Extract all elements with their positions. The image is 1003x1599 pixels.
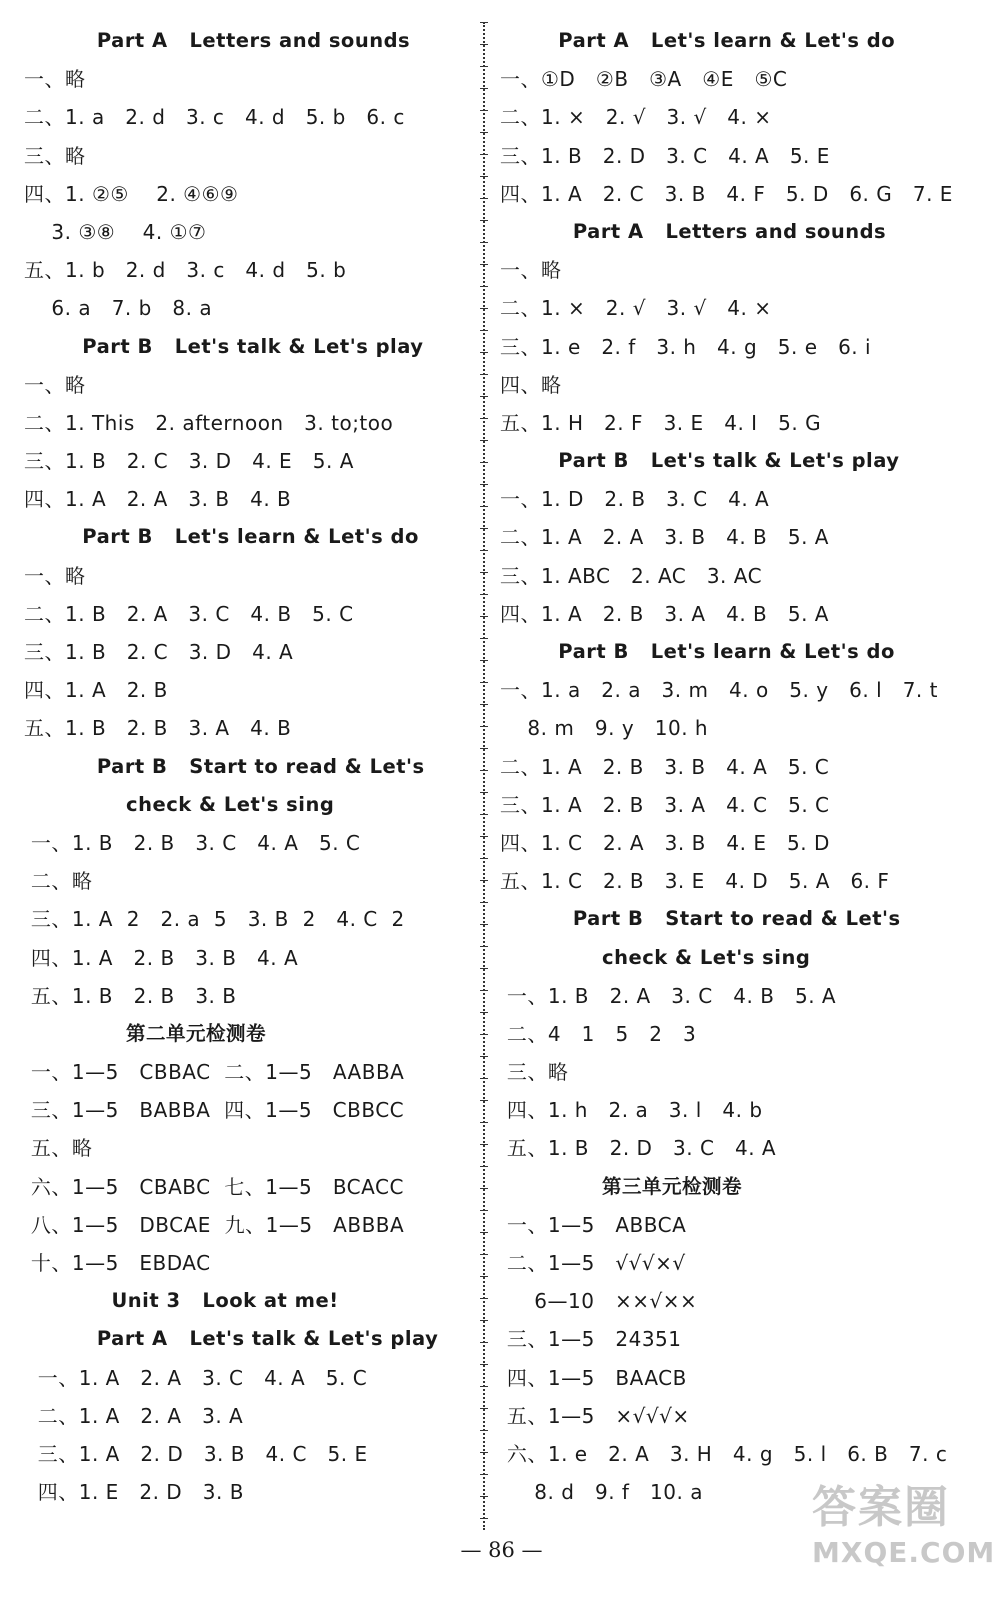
answer-line: 一、1—5 ABBCA: [500, 1212, 687, 1237]
section-heading: 第三单元检测卷: [500, 1174, 743, 1198]
answer-line: 三、1. B 2. D 3. C 4. A 5. E: [500, 143, 830, 168]
section-heading: Part B Let's talk & Let's play: [24, 334, 424, 358]
answer-line: 一、略: [24, 563, 86, 588]
answer-line: 三、略: [500, 1060, 569, 1085]
answer-line: 四、略: [500, 372, 562, 397]
answer-line: 6—10 ××√××: [500, 1289, 698, 1314]
answer-line: 一、1. D 2. B 3. C 4. A: [500, 487, 770, 512]
section-heading: check & Let's sing: [500, 945, 811, 969]
section-heading: Part B Let's learn & Let's do: [24, 525, 419, 549]
answer-line: 四、1. h 2. a 3. l 4. b: [500, 1098, 763, 1123]
answer-line: 一、1. a 2. a 3. m 4. o 5. y 6. l 7. t: [500, 678, 938, 703]
answer-line: 五、1. B 2. D 3. C 4. A: [500, 1136, 777, 1161]
answer-line: 四、1. E 2. D 3. B: [24, 1480, 244, 1505]
answer-line: 二、1. A 2. A 3. B 4. B 5. A: [500, 525, 829, 550]
left-column: [24, 22, 474, 1511]
answer-line: 五、略: [24, 1136, 93, 1161]
answer-line: 二、1. A 2. A 3. A: [24, 1403, 244, 1428]
section-heading: Part B Let's learn & Let's do: [500, 640, 895, 663]
answer-line: 四、1. A 2. C 3. B 4. F 5. D 6. G 7. E: [500, 181, 953, 206]
answer-line: 三、1—5 24351: [500, 1327, 682, 1352]
answer-line: 三、1. ABC 2. AC 3. AC: [500, 563, 763, 588]
section-heading: Part A Letters and sounds: [24, 29, 411, 52]
section-heading: check & Let's sing: [24, 792, 335, 816]
answer-line: 二、略: [24, 869, 93, 894]
answer-line: 二、1. × 2. √ 3. √ 4. ×: [500, 105, 772, 130]
answer-line: 五、1. C 2. B 3. E 4. D 5. A 6. F: [500, 869, 890, 894]
answer-line: 三、1. A 2. B 3. A 4. C 5. C: [500, 792, 830, 817]
answer-line: 6. a 7. b 8. a: [24, 296, 213, 321]
answer-line: 五、1. B 2. B 3. A 4. B: [24, 716, 292, 741]
answer-line: 五、1. b 2. d 3. c 4. d 5. b: [24, 258, 347, 283]
answer-line: 一、略: [500, 258, 562, 283]
answer-line: 四、1. A 2. A 3. B 4. B: [24, 487, 292, 512]
page-number: — 86 —: [460, 1538, 543, 1562]
section-heading: Unit 3 Look at me!: [24, 1289, 339, 1313]
section-heading: 第二单元检测卷: [24, 1021, 267, 1045]
answer-line: 四、1. A 2. B 3. B 4. A: [24, 945, 299, 970]
answer-line: 三、1—5 BABBA 四、1—5 CBBCC: [24, 1098, 405, 1123]
section-heading: Part A Let's talk & Let's play: [24, 1327, 439, 1351]
section-heading: Part B Start to read & Let's: [500, 907, 901, 931]
answer-line: 一、1—5 CBBAC 二、1—5 AABBA: [24, 1060, 405, 1085]
answer-line: 三、1. A 2 2. a 5 3. B 2 4. C 2: [24, 907, 405, 932]
answer-line: 三、略: [24, 143, 86, 168]
answer-line: 二、1. A 2. B 3. B 4. A 5. C: [500, 754, 830, 779]
answer-line: 五、1. B 2. B 3. B: [24, 983, 237, 1008]
answer-line: 四、1—5 BAACB: [500, 1365, 687, 1390]
answer-line: 三、1. A 2. D 3. B 4. C 5. E: [24, 1441, 368, 1466]
section-heading: Part B Start to read & Let's: [24, 754, 425, 778]
answer-line: 一、略: [24, 67, 86, 92]
section-heading: Part A Letters and sounds: [500, 219, 887, 243]
answer-line: 二、1. B 2. A 3. C 4. B 5. C: [24, 601, 354, 626]
answer-line: 一、略: [24, 372, 86, 397]
answer-line: 8. m 9. y 10. h: [500, 716, 709, 741]
answer-line: 八、1—5 DBCAE 九、1—5 ABBBA: [24, 1212, 405, 1237]
answer-line: 一、1. B 2. A 3. C 4. B 5. A: [500, 983, 837, 1008]
answer-line: 五、1—5 ×√√√×: [500, 1403, 690, 1428]
section-heading: Part A Let's learn & Let's do: [500, 29, 896, 52]
watermark: [812, 1480, 996, 1590]
answer-line: 二、4 1 5 2 3: [500, 1021, 697, 1046]
section-heading: Part B Let's talk & Let's play: [500, 449, 900, 473]
answer-line: 五、1. H 2. F 3. E 4. I 5. G: [500, 410, 822, 435]
answer-line: 3. ③⑧ 4. ①⑦: [24, 219, 207, 244]
answer-line: 六、1. e 2. A 3. H 4. g 5. l 6. B 7. c: [500, 1441, 948, 1466]
answer-line: 六、1—5 CBABC 七、1—5 BCACC: [24, 1174, 404, 1199]
answer-line: 四、1. A 2. B: [24, 678, 168, 703]
answer-line: 二、1. a 2. d 3. c 4. d 5. b 6. c: [24, 105, 405, 130]
answer-line: 一、1. B 2. B 3. C 4. A 5. C: [24, 830, 361, 855]
answer-line: 三、1. B 2. C 3. D 4. A: [24, 640, 294, 664]
answer-line: 二、1—5 √√√×√: [500, 1251, 686, 1275]
answer-line: 二、1. This 2. afternoon 3. to;too: [24, 410, 394, 435]
watermark-logo-text: 答案圈: [812, 1482, 950, 1533]
answer-line: 四、1. A 2. B 3. A 4. B 5. A: [500, 601, 829, 626]
answer-line: 一、①D ②B ③A ④E ⑤C: [500, 67, 788, 92]
column-divider: [483, 22, 485, 1530]
answer-line: 三、1. B 2. C 3. D 4. E 5. A: [24, 449, 354, 474]
answer-line: 四、1. ②⑤ 2. ④⑥⑨: [24, 181, 239, 206]
watermark-site-text: MXQE.COM: [812, 1536, 996, 1569]
answer-line: 二、1. × 2. √ 3. √ 4. ×: [500, 296, 772, 321]
answer-line: 8. d 9. f 10. a: [500, 1480, 703, 1505]
answer-line: 一、1. A 2. A 3. C 4. A 5. C: [24, 1365, 368, 1390]
right-column: [500, 22, 970, 1511]
answer-line: 三、1. e 2. f 3. h 4. g 5. e 6. i: [500, 334, 872, 359]
answer-line: 四、1. C 2. A 3. B 4. E 5. D: [500, 830, 830, 855]
answer-line: 十、1—5 EBDAC: [24, 1251, 211, 1275]
